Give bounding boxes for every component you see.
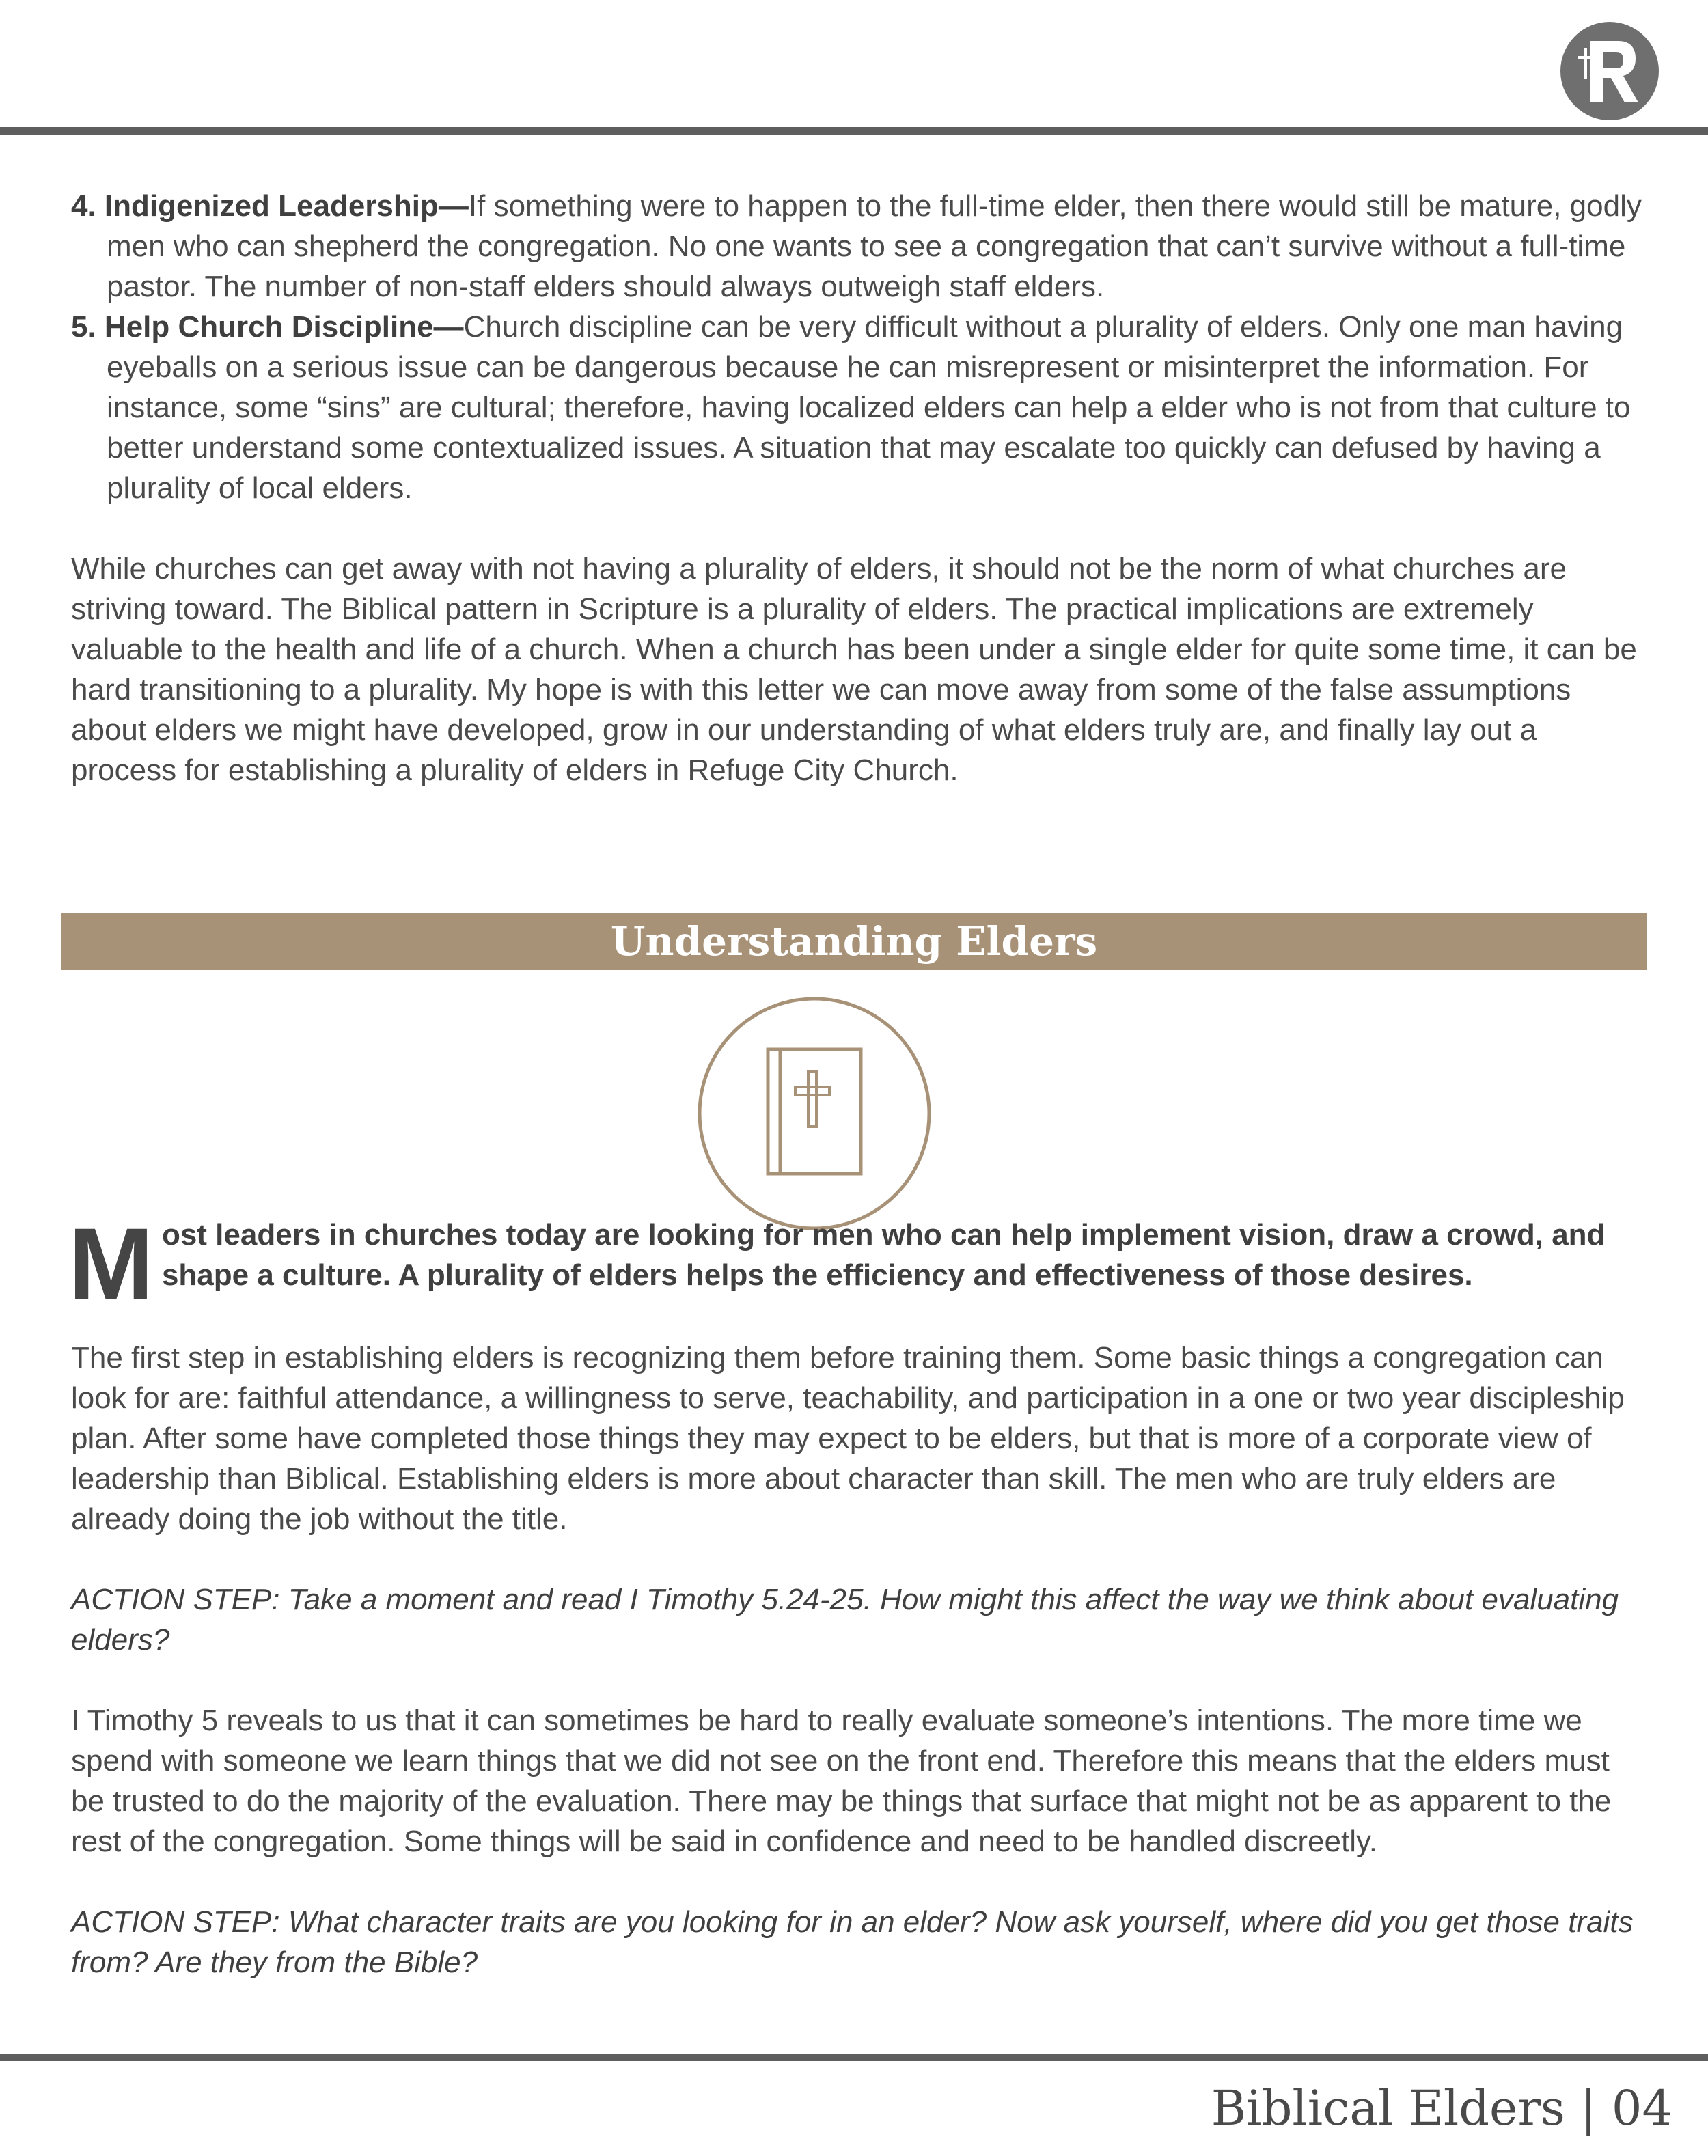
body-paragraph: I Timothy 5 reveals to us that it can sometimes be hard to really evaluate someone’s intentions. The more time we spend with someone we learn things that we did not see on the front end. Therefore this means that the elders must be trusted to do the majority of the evaluation. There may be things that surface that might not be as apparent to the rest of the congregation. Some things will be said in confidence and need to be handled discreetly. [71,1704,1612,1858]
action-step: ACTION STEP: What character traits are you looking for in an elder? Now ask yourself, where did you get those traits from? Are they from the Bible? [71,1905,1634,1979]
list-item-title: 5. Help Church Discipline— [71,310,464,344]
action-step: ACTION STEP: Take a moment and read I Timothy 5.24-25. How might this affect the way we think about evaluating elders? [71,1583,1619,1657]
list-item-text: If something were to happen to the full-time elder, then there would still be mature, godly men who can shepherd the congregation. No one wants to see a congregation that can’t survive without a full-time pastor. The number of non-staff elders should always outweigh staff elders. [107,189,1642,303]
body-content [71,1338,1647,1982]
header-divider [0,127,1708,135]
lead-block [68,1206,1647,1321]
upper-content [71,186,1647,790]
drop-cap: M [68,1206,154,1321]
list-item-title: 4. Indigenized Leadership— [71,189,469,223]
list-item [71,307,1647,508]
footer-divider [0,2054,1708,2061]
section-title: Understanding Elders [61,913,1647,970]
bible-cross-icon [697,996,932,1231]
refuge-logo-icon [1559,20,1660,122]
list-item [71,186,1647,307]
lead-paragraph: ost leaders in churches today are looking for men who can help implement vision, draw a crowd, and shape a culture. A plurality of elders helps the efficiency and effectiveness of those desires. [161,1218,1606,1292]
intro-paragraph: While churches can get away with not having a plurality of elders, it should not be the norm of what churches are striving toward. The Biblical pattern in Scripture is a plurality of elders. The practical implications are extremely valuable to the health and life of a church. When a church has been under a single elder for quite some time, it can be hard transitioning to a plurality. My hope is with this letter we can move away from some of the false assumptions about elders we might have developed, grow in our understanding of what elders truly are, and finally lay out a process for establishing a plurality of elders in Refuge City Church. [71,552,1637,787]
page-footer: Biblical Elders | 04 [1211,2080,1672,2136]
body-paragraph: The first step in establishing elders is recognizing them before training them. Some basic things a congregation can look for are: faithful attendance, a willingness to serve, teachability, and participation in a one or two year discipleship plan. After some have completed those things they may expect to be elders, but that is more of a corporate view of leadership than Biblical. Establishing elders is more about character than skill. The men who are truly elders are already doing the job without the title. [71,1341,1625,1536]
list-item-text: Church discipline can be very difficult without a plurality of elders. Only one man having eyeballs on a serious issue can be dangerous because he can misrepresent or misinterpret the information. For instance, some “sins” are cultural; therefore, having localized elders can help a elder who is not from that culture to better understand some contextualized issues. A situation that may escalate too quickly can defused by having a plurality of local elders. [107,310,1631,505]
